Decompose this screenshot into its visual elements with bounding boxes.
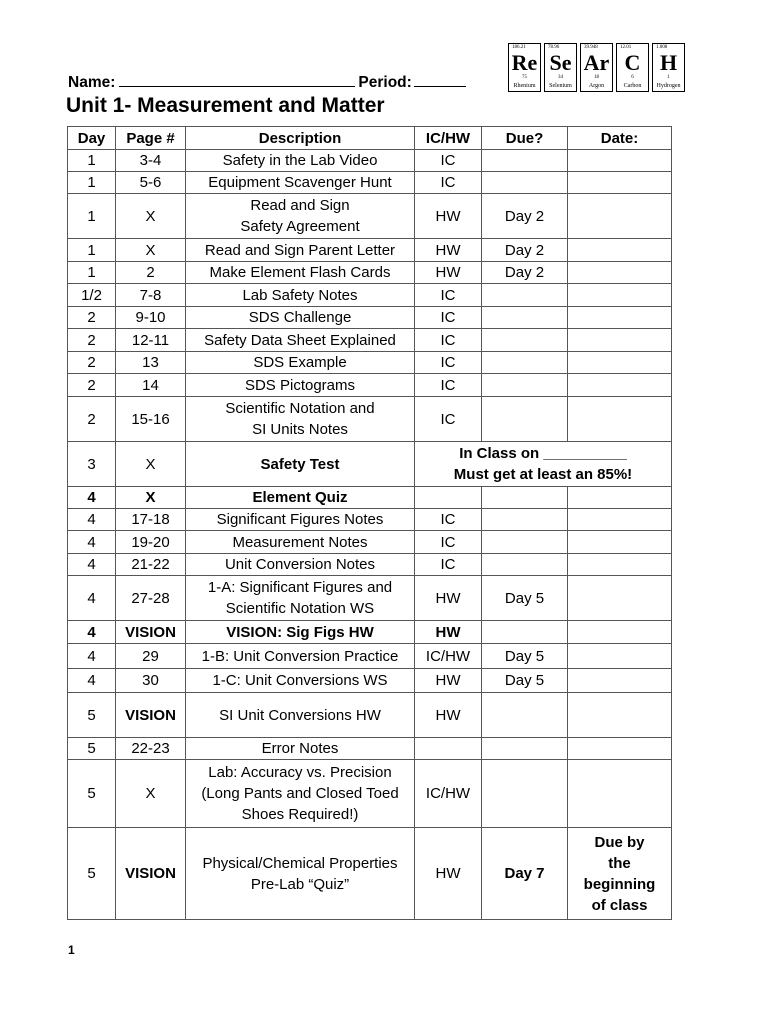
cell-date (568, 738, 672, 760)
cell-date (568, 262, 672, 284)
cell-page: 19-20 (116, 531, 186, 554)
cell-description-line: Physical/Chemical Properties (202, 854, 398, 872)
cell-day: 5 (68, 828, 116, 920)
table-row (68, 509, 672, 531)
table-row (68, 329, 672, 352)
cell-day: 1 (68, 262, 116, 284)
cell-description: SI Unit Conversions HW (186, 693, 415, 738)
cell-description-line: (Long Pants and Closed Toed (201, 785, 399, 802)
cell-day: 1 (68, 150, 116, 172)
cell-description: 1-C: Unit Conversions WS (186, 669, 415, 693)
cell-description: Safety in the Lab Video (186, 150, 415, 172)
header-description: Description (186, 127, 415, 150)
cell-page: X (116, 239, 186, 262)
cell-day: 2 (68, 374, 116, 397)
cell-due (482, 374, 568, 397)
cell-ichw: IC (415, 307, 482, 329)
cell-day: 4 (68, 554, 116, 576)
element-number: 75 (522, 75, 527, 80)
cell-description-line: Scientific Notation WS (225, 600, 375, 617)
table-row (68, 397, 672, 442)
cell-date (568, 307, 672, 329)
table-row (68, 760, 672, 828)
element-symbol: Re (511, 50, 538, 75)
cell-description-line: 1-A: Significant Figures and (207, 579, 393, 596)
cell-date (568, 487, 672, 509)
cell-description (186, 194, 415, 239)
assignment-table (67, 126, 672, 920)
cell-due (482, 509, 568, 531)
cell-due (482, 307, 568, 329)
cell-date (568, 329, 672, 352)
table-row (68, 576, 672, 621)
cell-page: X (116, 194, 186, 239)
element-symbol: C (624, 50, 641, 75)
cell-day: 4 (68, 621, 116, 644)
cell-ichw: HW (415, 669, 482, 693)
table-row (68, 307, 672, 329)
cell-day: 4 (68, 576, 116, 621)
header-due: Due? (482, 127, 568, 150)
header-ichw: IC/HW (415, 127, 482, 150)
cell-page: 13 (116, 352, 186, 374)
cell-description: VISION: Sig Figs HW (186, 621, 415, 644)
cell-description: Equipment Scavenger Hunt (186, 172, 415, 194)
cell-day: 5 (68, 760, 116, 828)
element-symbol: Se (549, 50, 572, 75)
table-row (68, 239, 672, 262)
cell-due (482, 554, 568, 576)
element-tile (508, 43, 541, 92)
table-row (68, 172, 672, 194)
cell-ichw: IC (415, 554, 482, 576)
cell-ichw: HW (415, 194, 482, 239)
cell-page: 7-8 (116, 284, 186, 307)
element-tile (544, 43, 577, 92)
cell-day: 2 (68, 397, 116, 442)
cell-page: X (116, 442, 186, 487)
cell-description (186, 576, 415, 621)
table-row (68, 531, 672, 554)
cell-ichw (415, 487, 482, 509)
cell-page: 5-6 (116, 172, 186, 194)
cell-day: 4 (68, 487, 116, 509)
table-row (68, 352, 672, 374)
cell-description: Make Element Flash Cards (186, 262, 415, 284)
cell-ichw: HW (415, 621, 482, 644)
cell-description: SDS Example (186, 352, 415, 374)
element-name: Rhenium (513, 83, 536, 89)
cell-description: Lab Safety Notes (186, 284, 415, 307)
table-row (68, 442, 672, 487)
cell-note-line: Must get at least an 85%! (453, 466, 633, 483)
cell-date-line: of class (591, 896, 648, 914)
cell-ichw: IC/HW (415, 644, 482, 669)
cell-due: Day 5 (482, 669, 568, 693)
cell-note-line: In Class on __________ (459, 445, 627, 462)
cell-description-line: Scientific Notation and (225, 400, 375, 417)
cell-date (568, 374, 672, 397)
cell-page: 3-4 (116, 150, 186, 172)
cell-description: Element Quiz (186, 487, 415, 509)
cell-page: 15-16 (116, 397, 186, 442)
cell-page: 22-23 (116, 738, 186, 760)
cell-due (482, 172, 568, 194)
cell-description: Measurement Notes (186, 531, 415, 554)
header-page: Page # (116, 127, 186, 150)
cell-day: 1 (68, 172, 116, 194)
cell-page: 14 (116, 374, 186, 397)
cell-description: Safety Test (186, 442, 415, 487)
cell-page: 30 (116, 669, 186, 693)
cell-ichw: IC/HW (415, 760, 482, 828)
element-number: 6 (631, 75, 634, 80)
name-blank (119, 70, 355, 87)
cell-date (568, 554, 672, 576)
cell-day: 4 (68, 531, 116, 554)
cell-due: Day 2 (482, 194, 568, 239)
cell-due (482, 397, 568, 442)
cell-due (482, 621, 568, 644)
cell-date (568, 284, 672, 307)
table-row (68, 262, 672, 284)
cell-description-line: SI Units Notes (252, 421, 348, 438)
cell-note (415, 442, 672, 487)
cell-date-line: the (608, 854, 631, 872)
cell-page: VISION (116, 693, 186, 738)
cell-ichw: HW (415, 239, 482, 262)
research-element-logo (508, 43, 685, 92)
cell-ichw: IC (415, 374, 482, 397)
table-row (68, 487, 672, 509)
element-tile (652, 43, 685, 92)
cell-due (482, 487, 568, 509)
cell-due: Day 7 (482, 828, 568, 920)
cell-page: 21-22 (116, 554, 186, 576)
cell-date (568, 194, 672, 239)
cell-description: Safety Data Sheet Explained (186, 329, 415, 352)
cell-due (482, 531, 568, 554)
cell-ichw: IC (415, 172, 482, 194)
element-tile (616, 43, 649, 92)
element-mass: 39.948 (584, 45, 598, 50)
cell-date (568, 509, 672, 531)
cell-due: Day 2 (482, 262, 568, 284)
cell-due: Day 5 (482, 576, 568, 621)
cell-ichw: IC (415, 509, 482, 531)
cell-ichw: IC (415, 284, 482, 307)
cell-ichw: IC (415, 352, 482, 374)
element-symbol: H (659, 50, 678, 75)
table-row (68, 669, 672, 693)
cell-page: 9-10 (116, 307, 186, 329)
cell-description-line: Shoes Required!) (241, 806, 359, 823)
cell-day: 4 (68, 644, 116, 669)
element-mass: 78.96 (548, 45, 560, 50)
cell-description (186, 828, 415, 920)
table-row (68, 644, 672, 669)
table-row (68, 828, 672, 920)
period-blank (414, 70, 466, 87)
element-mass: 186.21 (512, 45, 526, 50)
cell-day: 1/2 (68, 284, 116, 307)
header-date: Date: (568, 127, 672, 150)
cell-day: 4 (68, 509, 116, 531)
table-row (68, 738, 672, 760)
element-name: Carbon (623, 83, 642, 89)
cell-day: 4 (68, 669, 116, 693)
cell-ichw (415, 738, 482, 760)
page-title: Unit 1- Measurement and Matter (66, 94, 385, 117)
cell-day: 1 (68, 239, 116, 262)
cell-description-line: Pre-Lab “Quiz” (250, 875, 350, 893)
element-number: 1 (667, 75, 670, 80)
element-number: 34 (558, 75, 563, 80)
cell-day: 2 (68, 352, 116, 374)
cell-day: 2 (68, 329, 116, 352)
table-row (68, 554, 672, 576)
cell-day: 2 (68, 307, 116, 329)
cell-description: Significant Figures Notes (186, 509, 415, 531)
cell-ichw: IC (415, 329, 482, 352)
header-row (68, 127, 672, 150)
cell-description: SDS Challenge (186, 307, 415, 329)
table-row (68, 621, 672, 644)
cell-description-line: Lab: Accuracy vs. Precision (208, 764, 392, 781)
cell-day: 3 (68, 442, 116, 487)
element-symbol: Ar (583, 50, 610, 75)
element-mass: 12.01 (620, 45, 632, 50)
cell-description: Unit Conversion Notes (186, 554, 415, 576)
cell-date-line: beginning (583, 875, 656, 893)
cell-date (568, 760, 672, 828)
cell-date (568, 150, 672, 172)
name-period-line (68, 70, 466, 92)
element-tile (580, 43, 613, 92)
cell-date (568, 644, 672, 669)
header-day: Day (68, 127, 116, 150)
cell-due: Day 5 (482, 644, 568, 669)
cell-date (568, 828, 672, 920)
table-row (68, 374, 672, 397)
cell-page: 2 (116, 262, 186, 284)
cell-date (568, 669, 672, 693)
table-row (68, 194, 672, 239)
element-number: 18 (594, 75, 599, 80)
cell-description: 1-B: Unit Conversion Practice (186, 644, 415, 669)
cell-day: 5 (68, 738, 116, 760)
cell-ichw: IC (415, 150, 482, 172)
cell-date (568, 239, 672, 262)
cell-date (568, 576, 672, 621)
cell-description (186, 760, 415, 828)
cell-description: Error Notes (186, 738, 415, 760)
cell-date (568, 352, 672, 374)
page-number: 1 (68, 943, 75, 957)
cell-date (568, 621, 672, 644)
cell-page: VISION (116, 828, 186, 920)
cell-page: 12-11 (116, 329, 186, 352)
cell-description-line: Safety Agreement (240, 218, 360, 235)
cell-page: X (116, 760, 186, 828)
cell-description (186, 397, 415, 442)
cell-page: 29 (116, 644, 186, 669)
cell-due (482, 352, 568, 374)
cell-date (568, 531, 672, 554)
cell-due (482, 150, 568, 172)
cell-description: Read and Sign Parent Letter (186, 239, 415, 262)
cell-ichw: IC (415, 397, 482, 442)
cell-page: 17-18 (116, 509, 186, 531)
period-label: Period: (358, 74, 412, 91)
cell-day: 5 (68, 693, 116, 738)
cell-page: VISION (116, 621, 186, 644)
cell-date (568, 397, 672, 442)
cell-due (482, 284, 568, 307)
table-row (68, 693, 672, 738)
element-name: Hydrogen (656, 83, 681, 89)
cell-date (568, 172, 672, 194)
cell-ichw: HW (415, 693, 482, 738)
cell-due (482, 760, 568, 828)
cell-page: X (116, 487, 186, 509)
cell-due (482, 738, 568, 760)
name-label: Name: (68, 74, 116, 91)
element-name: Selenium (549, 83, 572, 89)
cell-date (568, 693, 672, 738)
cell-due (482, 693, 568, 738)
cell-ichw: HW (415, 828, 482, 920)
cell-ichw: HW (415, 262, 482, 284)
cell-description: SDS Pictograms (186, 374, 415, 397)
table-row (68, 284, 672, 307)
element-mass: 1.008 (656, 45, 668, 50)
cell-due: Day 2 (482, 239, 568, 262)
cell-page: 27-28 (116, 576, 186, 621)
cell-day: 1 (68, 194, 116, 239)
cell-ichw: HW (415, 576, 482, 621)
cell-ichw: IC (415, 531, 482, 554)
cell-date-line: Due by (594, 833, 645, 851)
element-name: Argon (588, 83, 605, 89)
cell-description-line: Read and Sign (250, 197, 350, 214)
table-row (68, 150, 672, 172)
cell-due (482, 329, 568, 352)
